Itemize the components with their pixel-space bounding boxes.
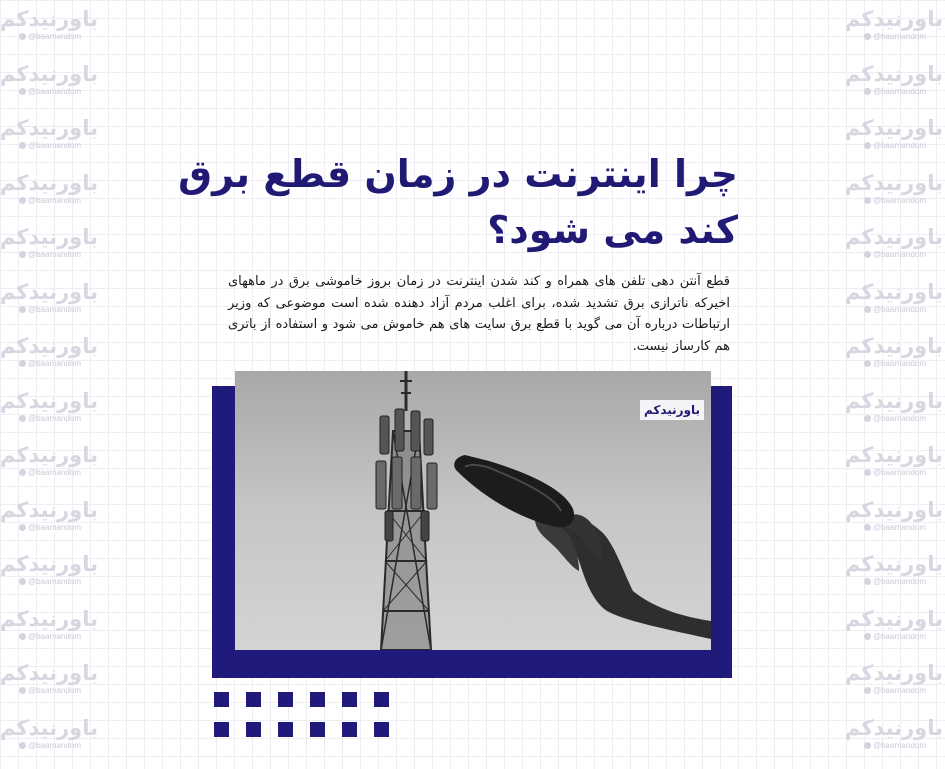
watermark-handle-text: @baarnandom — [873, 686, 926, 695]
social-icon — [19, 197, 26, 204]
watermark-handle-text: @baarnandom — [873, 305, 926, 314]
watermark-handle — [2, 196, 98, 206]
social-icon — [864, 306, 871, 313]
decor-square — [342, 722, 357, 737]
watermark-right-13 — [847, 715, 943, 769]
watermark-logo: باورنیدکم — [2, 551, 98, 577]
watermark-handle-text: @baarnandom — [873, 196, 926, 205]
social-icon — [864, 524, 871, 531]
watermark-handle-text: @baarnandom — [873, 87, 926, 96]
watermark-left-0 — [2, 6, 98, 61]
decor-square — [278, 692, 293, 707]
watermark-left-7 — [2, 388, 98, 443]
watermark-handle — [2, 305, 98, 315]
watermark-logo: باورنیدکم — [847, 606, 943, 632]
photo-brand-logo: باورنیدکم — [640, 400, 704, 420]
social-icon — [864, 415, 871, 422]
watermark-handle — [2, 686, 98, 696]
social-icon — [19, 415, 26, 422]
watermark-handle — [847, 632, 943, 642]
watermark-column-left — [2, 6, 98, 769]
watermark-handle — [847, 577, 943, 587]
watermark-logo: باورنیدکم — [2, 170, 98, 196]
watermark-logo: باورنیدکم — [847, 388, 943, 414]
watermark-right-8 — [847, 442, 943, 497]
social-icon — [19, 524, 26, 531]
watermark-right-4 — [847, 224, 943, 279]
watermark-handle-text: @baarnandom — [28, 250, 81, 259]
watermark-handle-text: @baarnandom — [873, 741, 926, 750]
watermark-handle — [847, 741, 943, 751]
watermark-right-12 — [847, 660, 943, 715]
social-icon — [864, 469, 871, 476]
watermark-right-1 — [847, 61, 943, 116]
watermark-handle-text: @baarnandom — [28, 632, 81, 641]
watermark-left-6 — [2, 333, 98, 388]
watermark-logo: باورنیدکم — [847, 333, 943, 359]
social-icon — [19, 578, 26, 585]
decor-square — [246, 722, 261, 737]
watermark-logo: باورنیدکم — [2, 442, 98, 468]
social-icon — [19, 88, 26, 95]
social-icon — [19, 33, 26, 40]
watermark-handle-text: @baarnandom — [28, 686, 81, 695]
watermark-handle-text: @baarnandom — [28, 141, 81, 150]
decor-square — [214, 692, 229, 707]
watermark-handle-text: @baarnandom — [873, 577, 926, 586]
watermark-left-3 — [2, 170, 98, 225]
watermark-logo: باورنیدکم — [2, 660, 98, 686]
watermark-handle-text: @baarnandom — [873, 632, 926, 641]
decor-square — [214, 722, 229, 737]
watermark-left-2 — [2, 115, 98, 170]
watermark-logo: باورنیدکم — [847, 170, 943, 196]
watermark-handle-text: @baarnandom — [873, 468, 926, 477]
watermark-handle — [847, 196, 943, 206]
watermark-handle-text: @baarnandom — [873, 359, 926, 368]
social-icon — [864, 88, 871, 95]
watermark-handle — [2, 632, 98, 642]
watermark-handle — [847, 523, 943, 533]
watermark-logo: باورنیدکم — [847, 551, 943, 577]
decor-square — [310, 692, 325, 707]
watermark-logo: باورنیدکم — [847, 660, 943, 686]
social-icon — [864, 360, 871, 367]
watermark-left-4 — [2, 224, 98, 279]
watermark-handle — [2, 523, 98, 533]
watermark-handle-text: @baarnandom — [28, 577, 81, 586]
watermark-handle — [2, 87, 98, 97]
watermark-handle — [2, 468, 98, 478]
social-icon — [864, 142, 871, 149]
watermark-handle — [847, 686, 943, 696]
watermark-logo: باورنیدکم — [2, 279, 98, 305]
article-body: قطع آنتن دهی تلفن های همراه و کند شدن اینترنت در زمان بروز خاموشی برق در ماههای اخیرکه ناترازی برق تشدید شده، برای اغلب مردم آزاد دهنده شده است موضوعی که وزیر ارتباطات درباره آن می گوید با قطع برق سایت های هم خاموش می شود و استفاده از باتری هم کارساز نیست. — [228, 271, 730, 357]
social-icon — [19, 742, 26, 749]
watermark-handle-text: @baarnandom — [28, 305, 81, 314]
watermark-handle-text: @baarnandom — [873, 141, 926, 150]
watermark-handle — [847, 87, 943, 97]
social-icon — [19, 687, 26, 694]
watermark-left-10 — [2, 551, 98, 606]
watermark-logo: باورنیدکم — [2, 224, 98, 250]
watermark-left-9 — [2, 497, 98, 552]
watermark-logo: باورنیدکم — [847, 442, 943, 468]
article-title: چرا اینترنت در زمان قطع برق کند می شود؟ — [160, 146, 738, 258]
watermark-handle — [847, 305, 943, 315]
watermark-handle-text: @baarnandom — [28, 523, 81, 532]
watermark-handle-text: @baarnandom — [28, 468, 81, 477]
watermark-handle — [2, 141, 98, 151]
watermark-logo: باورنیدکم — [847, 279, 943, 305]
watermark-logo: باورنیدکم — [847, 715, 943, 741]
watermark-right-11 — [847, 606, 943, 661]
watermark-logo: باورنیدکم — [847, 61, 943, 87]
watermark-logo: باورنیدکم — [2, 715, 98, 741]
watermark-handle-text: @baarnandom — [28, 87, 81, 96]
social-icon — [19, 633, 26, 640]
watermark-handle — [847, 468, 943, 478]
social-icon — [19, 469, 26, 476]
social-icon — [19, 142, 26, 149]
watermark-handle — [847, 414, 943, 424]
watermark-left-13 — [2, 715, 98, 769]
social-icon — [864, 742, 871, 749]
watermark-right-7 — [847, 388, 943, 443]
decor-square — [342, 692, 357, 707]
watermark-handle — [2, 32, 98, 42]
watermark-left-1 — [2, 61, 98, 116]
watermark-handle-text: @baarnandom — [873, 414, 926, 423]
watermark-handle — [847, 250, 943, 260]
watermark-logo: باورنیدکم — [2, 115, 98, 141]
watermark-handle — [2, 359, 98, 369]
watermark-logo: باورنیدکم — [2, 333, 98, 359]
watermark-logo: باورنیدکم — [2, 497, 98, 523]
social-icon — [864, 687, 871, 694]
watermark-handle-text: @baarnandom — [873, 523, 926, 532]
watermark-logo: باورنیدکم — [847, 6, 943, 32]
watermark-logo: باورنیدکم — [2, 61, 98, 87]
social-icon — [864, 578, 871, 585]
watermark-column-right — [847, 6, 943, 769]
watermark-logo: باورنیدکم — [847, 224, 943, 250]
watermark-left-5 — [2, 279, 98, 334]
decor-square — [278, 722, 293, 737]
watermark-right-6 — [847, 333, 943, 388]
decor-square — [310, 722, 325, 737]
watermark-handle-text: @baarnandom — [28, 359, 81, 368]
watermark-handle — [847, 141, 943, 151]
watermark-handle — [2, 250, 98, 260]
social-icon — [19, 306, 26, 313]
watermark-handle-text: @baarnandom — [28, 414, 81, 423]
watermark-logo: باورنیدکم — [2, 6, 98, 32]
watermark-handle-text: @baarnandom — [28, 741, 81, 750]
watermark-left-12 — [2, 660, 98, 715]
watermark-left-8 — [2, 442, 98, 497]
watermark-handle — [2, 414, 98, 424]
watermark-handle-text: @baarnandom — [28, 32, 81, 41]
social-icon — [864, 197, 871, 204]
watermark-handle-text: @baarnandom — [873, 32, 926, 41]
decor-square — [246, 692, 261, 707]
watermark-right-10 — [847, 551, 943, 606]
watermark-handle-text: @baarnandom — [873, 250, 926, 259]
watermark-logo: باورنیدکم — [847, 115, 943, 141]
watermark-logo: باورنیدکم — [847, 497, 943, 523]
watermark-left-11 — [2, 606, 98, 661]
social-icon — [19, 251, 26, 258]
social-icon — [864, 251, 871, 258]
watermark-right-3 — [847, 170, 943, 225]
social-icon — [864, 33, 871, 40]
watermark-handle — [2, 741, 98, 751]
article-photo — [235, 371, 711, 650]
watermark-handle — [847, 359, 943, 369]
decor-square — [374, 692, 389, 707]
social-icon — [864, 633, 871, 640]
watermark-logo: باورنیدکم — [2, 388, 98, 414]
watermark-handle — [2, 577, 98, 587]
decor-square — [374, 722, 389, 737]
social-icon — [19, 360, 26, 367]
watermark-right-9 — [847, 497, 943, 552]
watermark-right-2 — [847, 115, 943, 170]
watermark-right-5 — [847, 279, 943, 334]
watermark-logo: باورنیدکم — [2, 606, 98, 632]
watermark-handle — [847, 32, 943, 42]
watermark-handle-text: @baarnandom — [28, 196, 81, 205]
watermark-right-0 — [847, 6, 943, 61]
